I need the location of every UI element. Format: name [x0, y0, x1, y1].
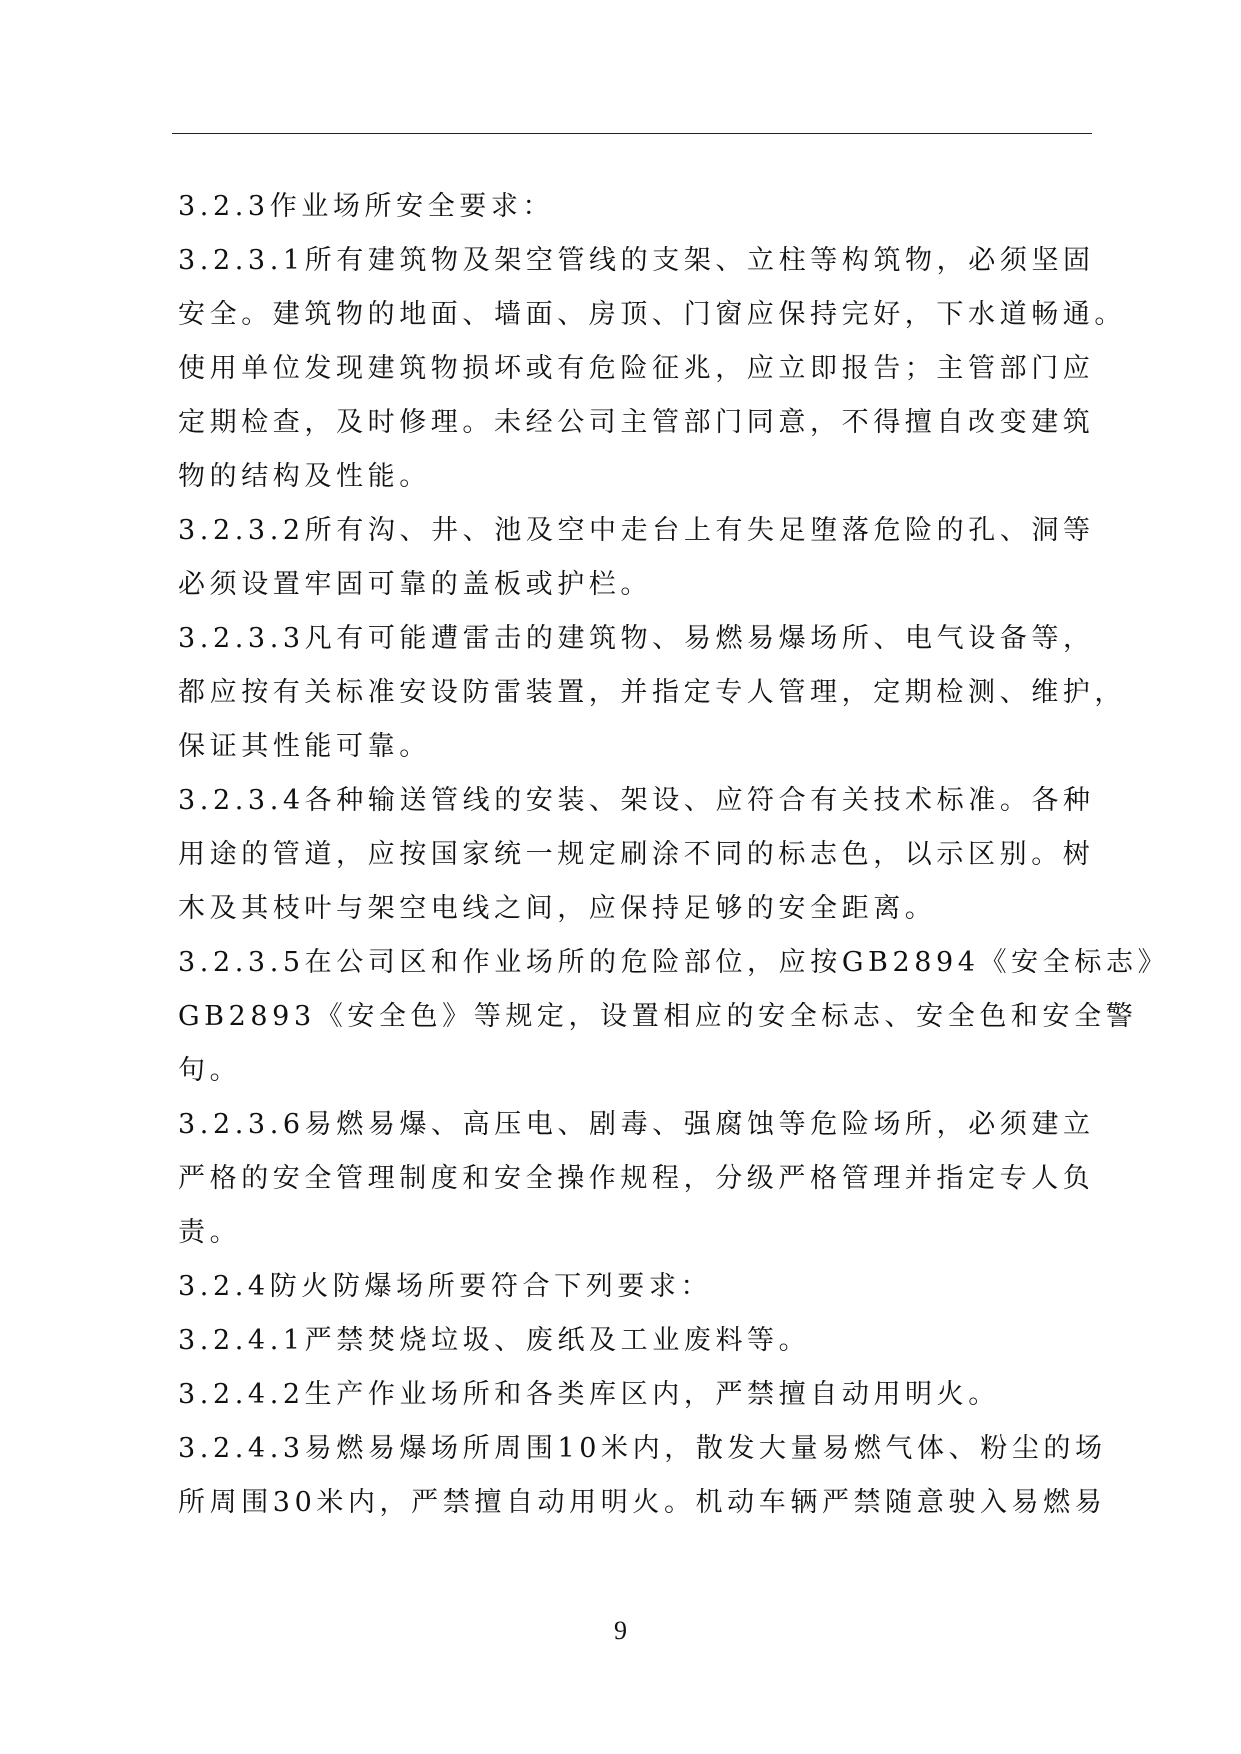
text-line: 3.2.3.4各种输送管线的安装、架设、应符合有关技术标准。各种: [178, 785, 1095, 816]
text-line: 严格的安全管理制度和安全操作规程，分级严格管理并指定专人负: [178, 1163, 1095, 1194]
page-number: 9: [614, 1616, 627, 1645]
text-line: 所周围30米内，严禁擅自动用明火。机动车辆严禁随意驶入易燃易: [178, 1487, 1107, 1518]
text-line: 用途的管道，应按国家统一规定刷涂不同的标志色，以示区别。树: [178, 839, 1095, 870]
text-line: 3.2.3.6易燃易爆、高压电、剧毒、强腐蚀等危险场所，必须建立: [178, 1109, 1095, 1140]
text-line: 责。: [178, 1217, 242, 1248]
text-line: 物的结构及性能。: [178, 461, 431, 492]
text-line: 3.2.4.1严禁焚烧垃圾、废纸及工业废料等。: [178, 1325, 811, 1356]
text-line: 3.2.4.2生产作业场所和各类库区内，严禁擅自动用明火。: [178, 1379, 1000, 1410]
text-line: GB2893《安全色》等规定，设置相应的安全标志、安全色和安全警: [178, 1001, 1138, 1032]
text-line: 句。: [178, 1055, 242, 1086]
text-line: 3.2.4防火防爆场所要符合下列要求：: [178, 1271, 713, 1302]
text-line: 定期检查，及时修理。未经公司主管部门同意，不得擅自改变建筑: [178, 407, 1095, 438]
text-line: 必须设置牢固可靠的盖板或护栏。: [178, 569, 652, 600]
text-line: 3.2.4.3易燃易爆场所周围10米内，散发大量易燃气体、粉尘的场: [178, 1433, 1107, 1464]
text-line: 3.2.3作业场所安全要求：: [178, 191, 555, 222]
text-line: 3.2.3.1所有建筑物及架空管线的支架、立柱等构筑物，必须坚固: [178, 245, 1095, 276]
header-rule: [172, 133, 1092, 134]
text-line: 都应按有关标准安设防雷装置，并指定专人管理，定期检测、维护，: [178, 677, 1126, 708]
text-line: 保证其性能可靠。: [178, 731, 431, 762]
text-line: 使用单位发现建筑物损坏或有危险征兆，应立即报告；主管部门应: [178, 353, 1095, 384]
document-body: [178, 180, 1170, 1530]
text-line: 安全。建筑物的地面、墙面、房顶、门窗应保持完好，下水道畅通。: [178, 299, 1126, 330]
text-line: 3.2.3.2所有沟、井、池及空中走台上有失足堕落危险的孔、洞等: [178, 515, 1095, 546]
text-line: 木及其枝叶与架空电线之间，应保持足够的安全距离。: [178, 893, 937, 924]
text-line: 3.2.3.5在公司区和作业场所的危险部位，应按GB2894《安全标志》: [178, 947, 1170, 978]
text-line: 3.2.3.3凡有可能遭雷击的建筑物、易燃易爆场所、电气设备等，: [178, 623, 1095, 654]
